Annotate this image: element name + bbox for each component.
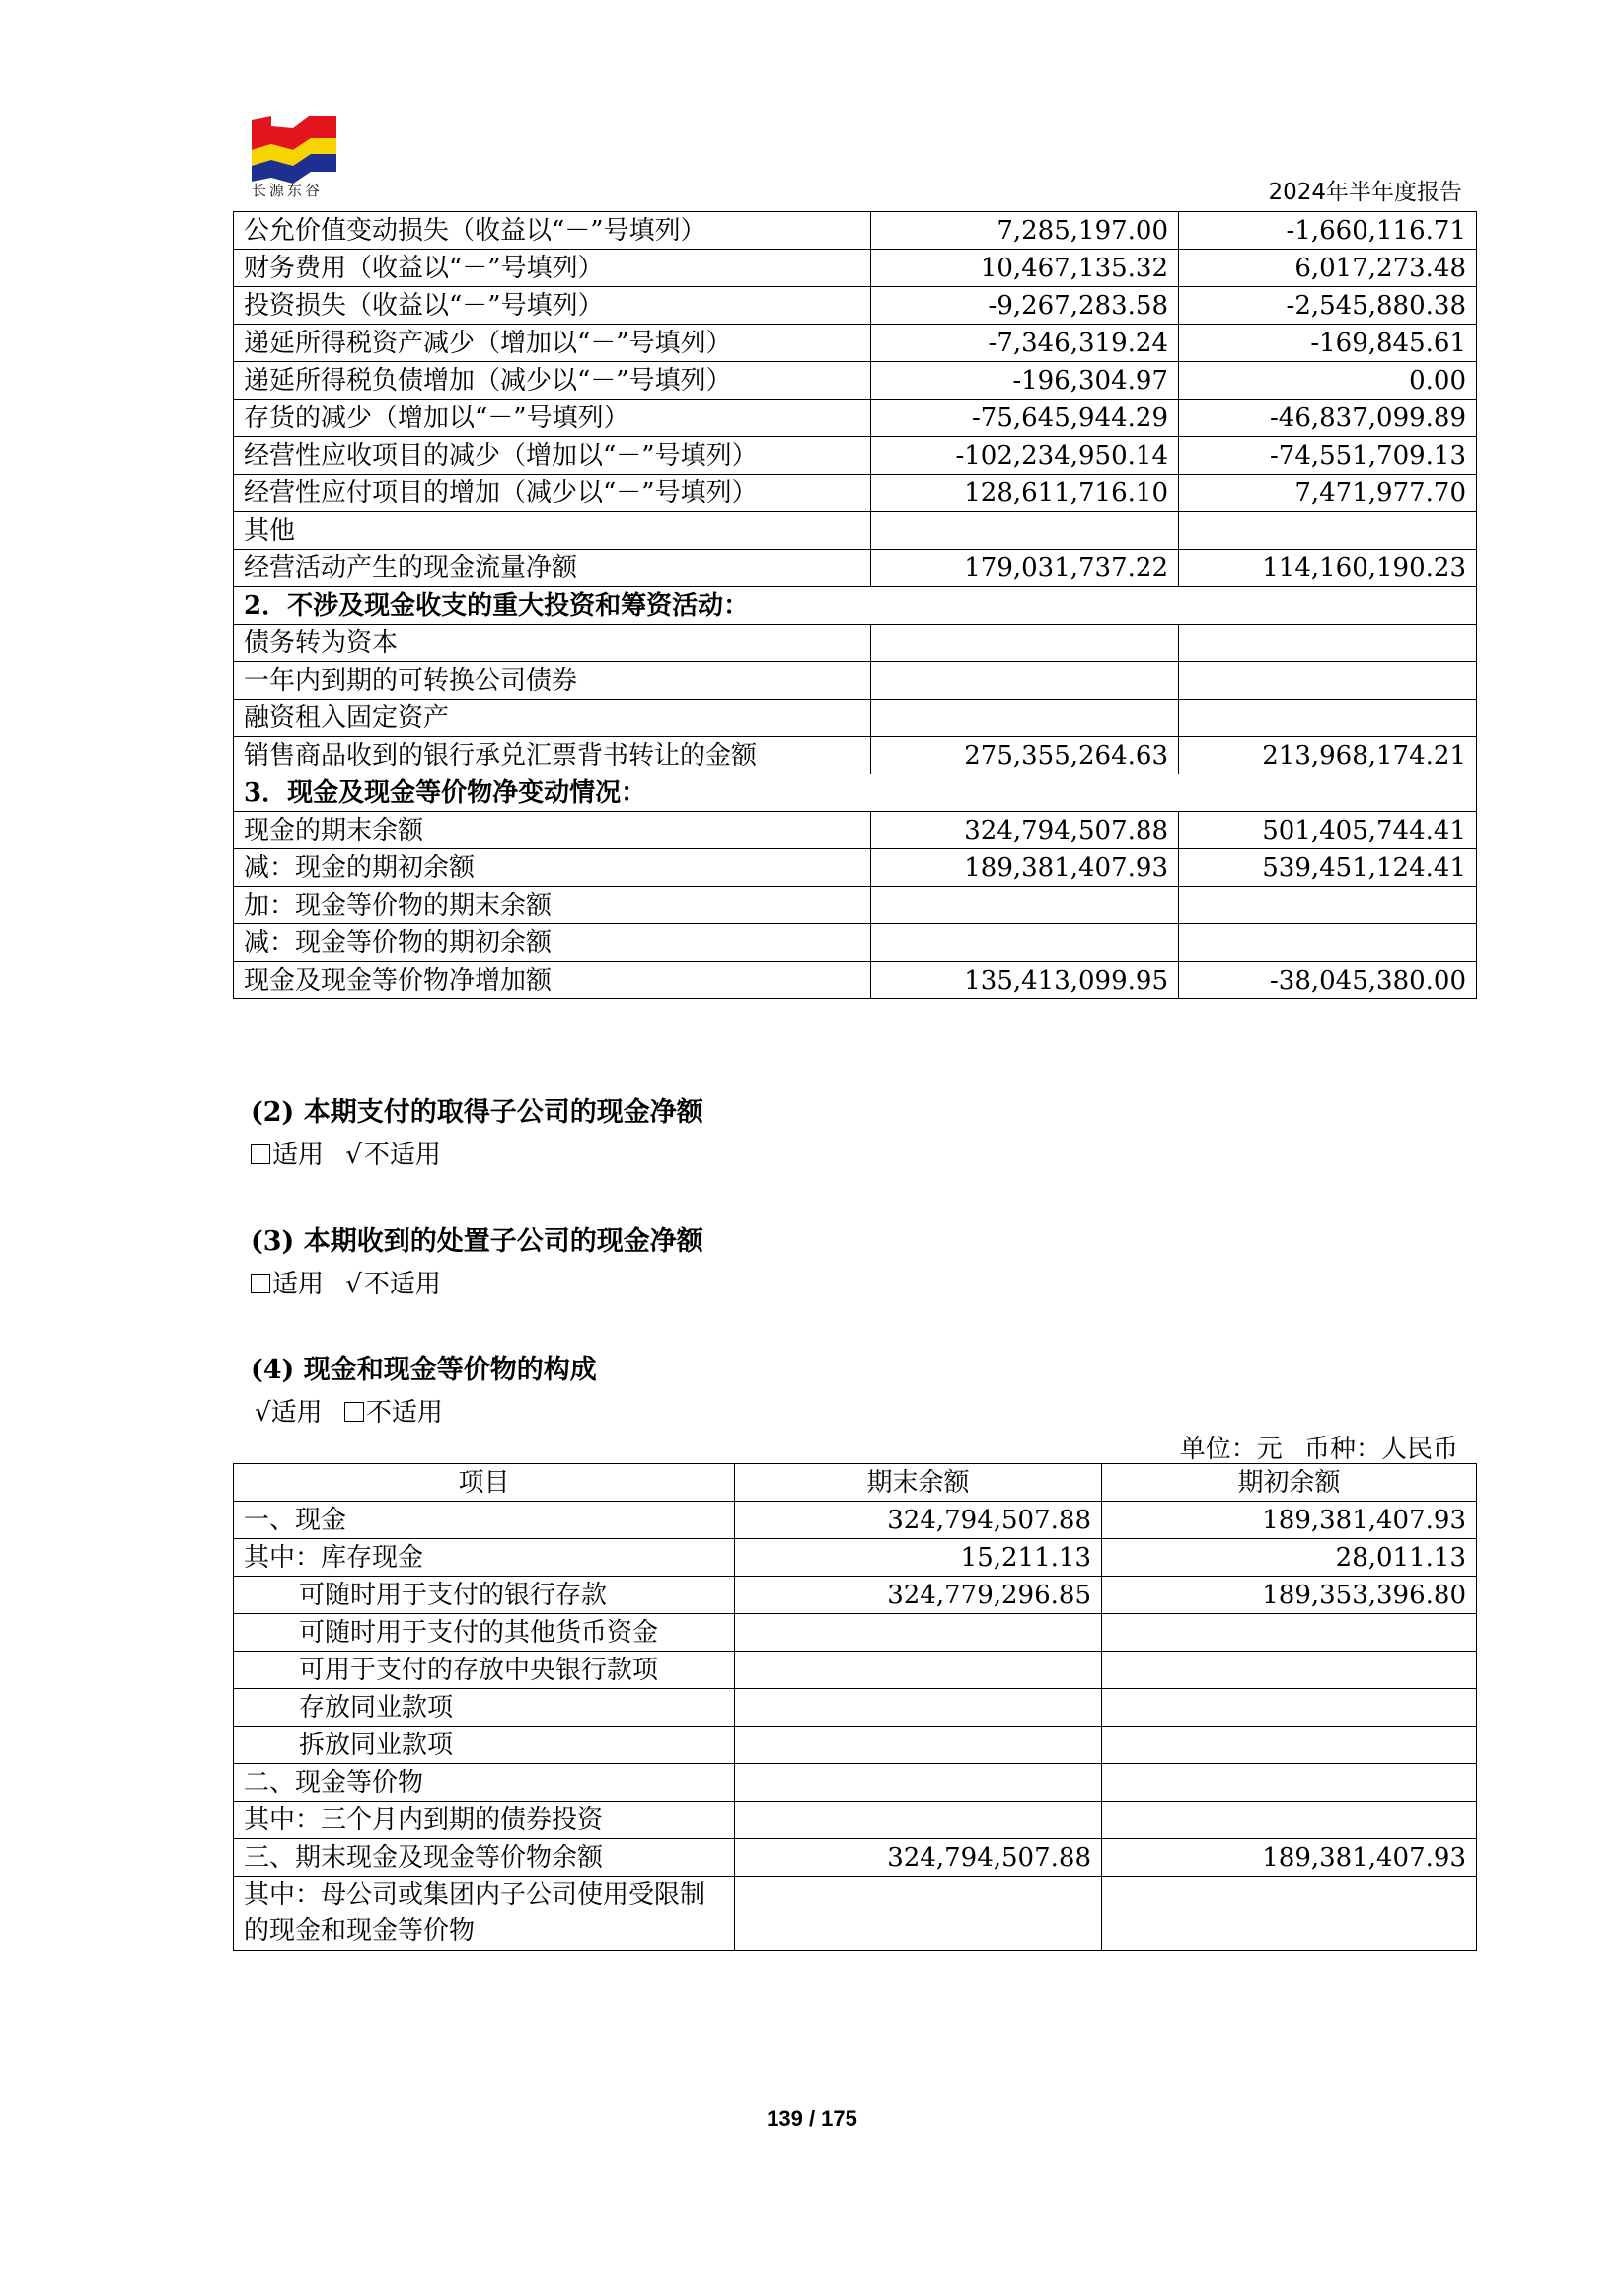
current-period-value: 324,794,507.88 — [871, 812, 1179, 849]
row-label: 递延所得税负债增加（减少以“－”号填列） — [234, 362, 871, 400]
table-row — [234, 250, 1477, 287]
table-row — [234, 700, 1477, 737]
end-balance-value — [735, 1652, 1102, 1689]
row-label: 二、现金等价物 — [234, 1764, 735, 1802]
prior-period-value: -1,660,116.71 — [1179, 212, 1477, 250]
table-row — [234, 550, 1477, 587]
row-label: 加：现金等价物的期末余额 — [234, 887, 871, 924]
prior-period-value: -38,045,380.00 — [1179, 962, 1477, 999]
table-row — [234, 1877, 1477, 1951]
row-label: 可随时用于支付的其他货币资金 — [234, 1614, 735, 1652]
section-2-options — [251, 1135, 441, 1171]
row-label: 其中：三个月内到期的债券投资 — [234, 1802, 735, 1839]
row-label: 债务转为资本 — [234, 625, 871, 662]
checkbox-icon — [251, 1274, 270, 1293]
row-label: 存货的减少（增加以“－”号填列） — [234, 400, 871, 437]
row-label: 其中：库存现金 — [234, 1539, 735, 1577]
current-period-value — [871, 887, 1179, 924]
current-period-value: -102,234,950.14 — [871, 437, 1179, 475]
section-4-heading: (4) 现金和现金等价物的构成 — [251, 1355, 597, 1385]
begin-balance-value — [1102, 1614, 1477, 1652]
row-label: 现金及现金等价物净增加额 — [234, 962, 871, 999]
section-2-heading: (2) 本期支付的取得子公司的现金净额 — [251, 1097, 703, 1128]
table-row — [234, 1689, 1477, 1727]
section-4-options — [255, 1392, 443, 1429]
current-period-value — [871, 924, 1179, 962]
row-label: 可用于支付的存放中央银行款项 — [234, 1652, 735, 1689]
applicable-label: 适用 — [272, 1141, 325, 1170]
row-label: 现金的期末余额 — [234, 812, 871, 849]
row-label: 其他 — [234, 512, 871, 550]
prior-period-value — [1179, 512, 1477, 550]
section-title-row — [234, 587, 1477, 625]
prior-period-value: 0.00 — [1179, 362, 1477, 400]
current-period-value: -9,267,283.58 — [871, 287, 1179, 325]
row-label: 递延所得税资产减少（增加以“－”号填列） — [234, 325, 871, 362]
row-label: 一、现金 — [234, 1502, 735, 1539]
current-period-value: -75,645,944.29 — [871, 400, 1179, 437]
current-period-value: 189,381,407.93 — [871, 849, 1179, 887]
checkbox-icon — [251, 1144, 270, 1164]
current-period-value — [871, 512, 1179, 550]
current-period-value: -7,346,319.24 — [871, 325, 1179, 362]
table-row — [234, 662, 1477, 700]
table-row — [234, 1802, 1477, 1839]
table-row — [234, 849, 1477, 887]
table-row — [234, 1614, 1477, 1652]
row-label: 三、期末现金及现金等价物余额 — [234, 1839, 735, 1877]
begin-balance-value — [1102, 1727, 1477, 1764]
prior-period-value: 501,405,744.41 — [1179, 812, 1477, 849]
report-title: 2024年半年度报告 — [1268, 180, 1462, 205]
section-title: 2．不涉及现金收支的重大投资和筹资活动： — [234, 587, 1477, 625]
section-3-heading: (3) 本期收到的处置子公司的现金净额 — [251, 1226, 703, 1257]
end-balance-value: 15,211.13 — [735, 1539, 1102, 1577]
not-applicable-label: 不适用 — [363, 1270, 441, 1299]
end-balance-value — [735, 1877, 1102, 1951]
begin-balance-value — [1102, 1652, 1477, 1689]
checkbox-icon — [344, 1402, 364, 1422]
table-header-row — [234, 1464, 1477, 1502]
supplement-table — [233, 211, 1477, 999]
table-row — [234, 1652, 1477, 1689]
table-row — [234, 212, 1477, 250]
prior-period-value: -169,845.61 — [1179, 325, 1477, 362]
end-balance-value — [735, 1802, 1102, 1839]
table-row — [234, 400, 1477, 437]
check-mark-icon: √ — [345, 1270, 362, 1299]
current-period-value: 10,467,135.32 — [871, 250, 1179, 287]
begin-balance-value: 189,381,407.93 — [1102, 1502, 1477, 1539]
end-balance-value — [735, 1727, 1102, 1764]
check-mark-icon: √ — [255, 1398, 271, 1428]
prior-period-value: 6,017,273.48 — [1179, 250, 1477, 287]
prior-period-value — [1179, 662, 1477, 700]
table-row — [234, 887, 1477, 924]
row-label: 经营性应付项目的增加（减少以“－”号填列） — [234, 475, 871, 512]
page-number: 139 / 175 — [767, 2106, 857, 2131]
prior-period-value: 7,471,977.70 — [1179, 475, 1477, 512]
row-label: 经营活动产生的现金流量净额 — [234, 550, 871, 587]
current-period-value — [871, 700, 1179, 737]
begin-balance-value — [1102, 1764, 1477, 1802]
prior-period-value: -2,545,880.38 — [1179, 287, 1477, 325]
current-period-value: 7,285,197.00 — [871, 212, 1179, 250]
end-balance-value: 324,779,296.85 — [735, 1577, 1102, 1614]
current-period-value: -196,304.97 — [871, 362, 1179, 400]
cash-composition-table — [233, 1463, 1477, 1951]
end-balance-value: 324,794,507.88 — [735, 1839, 1102, 1877]
table-row — [234, 812, 1477, 849]
table-row — [234, 287, 1477, 325]
begin-balance-value — [1102, 1877, 1477, 1951]
table-row — [234, 512, 1477, 550]
end-balance-value — [735, 1689, 1102, 1727]
header-item: 项目 — [234, 1464, 735, 1502]
check-mark-icon: √ — [345, 1141, 362, 1170]
logo-text: 长源东谷 — [252, 182, 324, 199]
table-row — [234, 325, 1477, 362]
prior-period-value — [1179, 700, 1477, 737]
table-row — [234, 437, 1477, 475]
current-period-value — [871, 662, 1179, 700]
table-row — [234, 1727, 1477, 1764]
current-period-value: 275,355,264.63 — [871, 737, 1179, 774]
table-row — [234, 924, 1477, 962]
begin-balance-value — [1102, 1689, 1477, 1727]
end-balance-value: 324,794,507.88 — [735, 1502, 1102, 1539]
section-title: 3．现金及现金等价物净变动情况： — [234, 774, 1477, 812]
applicable-label: 适用 — [270, 1398, 323, 1428]
end-balance-value — [735, 1614, 1102, 1652]
header-begin-balance: 期初余额 — [1102, 1464, 1477, 1502]
prior-period-value: 213,968,174.21 — [1179, 737, 1477, 774]
prior-period-value: -74,551,709.13 — [1179, 437, 1477, 475]
table-row — [234, 362, 1477, 400]
row-label: 销售商品收到的银行承兑汇票背书转让的金额 — [234, 737, 871, 774]
prior-period-value — [1179, 625, 1477, 662]
prior-period-value — [1179, 924, 1477, 962]
table-row — [234, 1502, 1477, 1539]
header-end-balance: 期末余额 — [735, 1464, 1102, 1502]
row-label: 减：现金等价物的期初余额 — [234, 924, 871, 962]
row-label: 拆放同业款项 — [234, 1727, 735, 1764]
row-label: 经营性应收项目的减少（增加以“－”号填列） — [234, 437, 871, 475]
row-label: 财务费用（收益以“－”号填列） — [234, 250, 871, 287]
table-row — [234, 737, 1477, 774]
table-row — [234, 962, 1477, 999]
table-row — [234, 1577, 1477, 1614]
begin-balance-value: 28,011.13 — [1102, 1539, 1477, 1577]
current-period-value: 135,413,099.95 — [871, 962, 1179, 999]
prior-period-value: -46,837,099.89 — [1179, 400, 1477, 437]
begin-balance-value — [1102, 1802, 1477, 1839]
table-row — [234, 625, 1477, 662]
current-period-value — [871, 625, 1179, 662]
current-period-value: 179,031,737.22 — [871, 550, 1179, 587]
begin-balance-value: 189,353,396.80 — [1102, 1577, 1477, 1614]
end-balance-value — [735, 1764, 1102, 1802]
row-label: 存放同业款项 — [234, 1689, 735, 1727]
table-row — [234, 1764, 1477, 1802]
section-3-options — [251, 1264, 441, 1300]
prior-period-value — [1179, 887, 1477, 924]
row-label: 融资租入固定资产 — [234, 700, 871, 737]
row-label: 投资损失（收益以“－”号填列） — [234, 287, 871, 325]
table-row — [234, 1839, 1477, 1877]
table-row — [234, 1539, 1477, 1577]
row-label: 其中：母公司或集团内子公司使用受限制的现金和现金等价物 — [234, 1877, 735, 1951]
unit-currency-label: 单位：元 币种：人民币 — [1179, 1435, 1458, 1464]
not-applicable-label: 不适用 — [363, 1141, 441, 1170]
prior-period-value: 114,160,190.23 — [1179, 550, 1477, 587]
current-period-value: 128,611,716.10 — [871, 475, 1179, 512]
row-label: 可随时用于支付的银行存款 — [234, 1577, 735, 1614]
table-row — [234, 475, 1477, 512]
begin-balance-value: 189,381,407.93 — [1102, 1839, 1477, 1877]
not-applicable-label: 不适用 — [365, 1398, 443, 1428]
prior-period-value: 539,451,124.41 — [1179, 849, 1477, 887]
applicable-label: 适用 — [272, 1270, 325, 1299]
row-label: 公允价值变动损失（收益以“－”号填列） — [234, 212, 871, 250]
row-label: 一年内到期的可转换公司债券 — [234, 662, 871, 700]
section-title-row — [234, 774, 1477, 812]
row-label: 减：现金的期初余额 — [234, 849, 871, 887]
